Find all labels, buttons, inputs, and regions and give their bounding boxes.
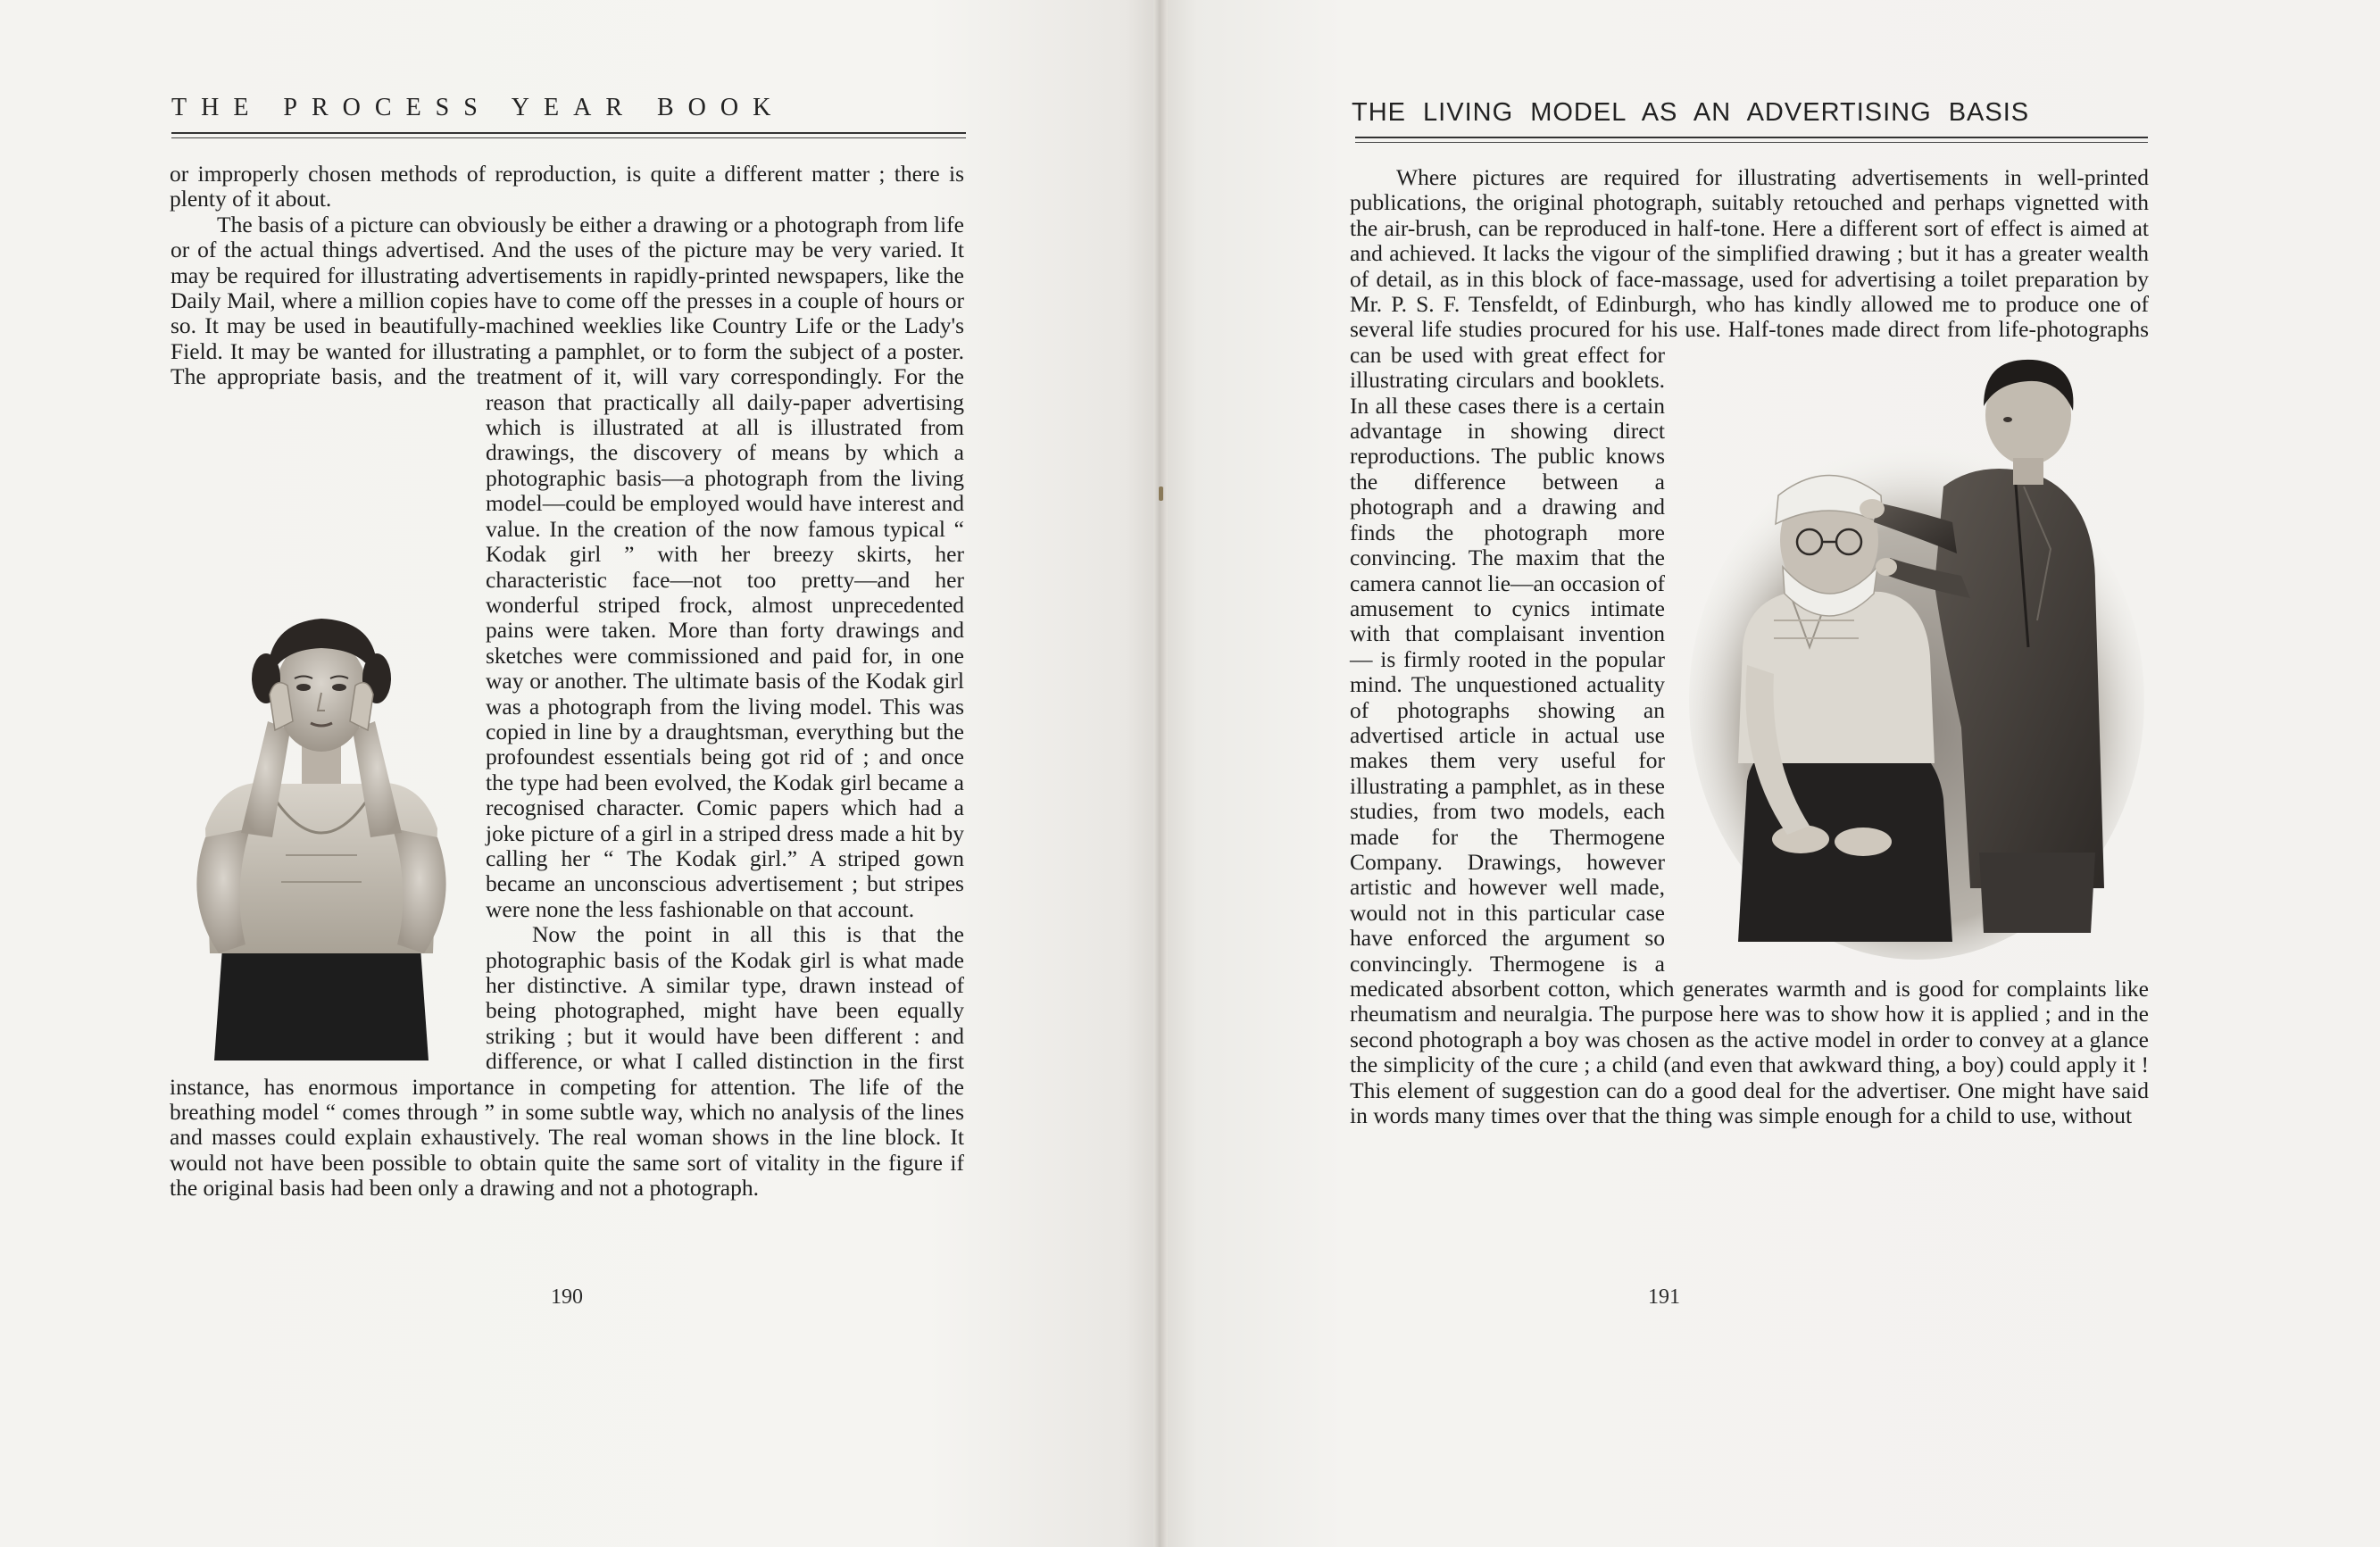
left-paragraph-2: The basis of a picture can obviously be either a drawing or a photograph from life or of the actual things advertised. And the uses of the picture may be very varied. It may be required for illustrating advertisements in rapidly-printed newspapers, like the Daily Mail, where a million copies have to come off the presses in a couple of hours or so. It may be used in beautifully-machined weeklies like Country Life or the Lady's Field. It may be wanted for illustrating a pamphlet, or to form the subject of a poster. The appropriate basis, and the treatment of it, will vary correspondingly. For the reason that practically all daily-paper advertising which is illustrated at all is illustrated from drawings, the discovery of means by which a photographic basis—a photograph from the living model—could be employed would have interest and value. In the creation of the now famous typical “ Kodak girl ” with her breezy skirts, her characteristic face—not too pretty—and her wonderful striped frock, almost unprecedented pains were taken. More than forty drawings and sketches were commissioned and paid for, in one way or another. The ultimate basis of the Kodak girl was a photograph from the living model. This was copied in line by a draughtsman, everything but the profoundest essentials being got rid of ; and once the type had been evolved, the Kodak girl became a recognised character. Comic papers which had a joke picture of a girl in a striped dress made a hit by calling her “ The Kodak girl.” A striped gown became an unconscious advertisement ; but stripes were none the less fashionable on that account. <box>171 211 964 922</box>
right-head-rule <box>1355 137 2148 138</box>
right-paragraph-1: Where pictures are required for illustrating advertisements in well-printed publications, the original photograph, suitably retouched and perhaps vignetted with the air-brush, can be reproduced in half-tone. Here a different sort of effect is aimed at and achieved. It lacks the vigour of the simplified drawing ; but it has a greater wealth of detail, as in this block of face-massage, used for advertising a toilet preparation by Mr. P. S. F. Tensfeldt, of Edinburgh, who has kindly allowed me to produce one of several life studies procured for his use. Half-tones made direct from life-photographs can be used with great effect for illustrating circulars and booklets. In all these cases there is a certain advantage in showing direct reproductions. The public knows the difference between a photograph and a drawing and finds the photograph more convincing. The maxim that the camera cannot lie—an occasion of amusement to cynics intimate with that complaisant invention — is firmly rooted in the popular mind. The unquestioned actuality of photographs showing an advertised article in actual use makes them very useful for illustrating a pamphlet, as in these studies, from two models, each made for the Thermogene Company. Drawings, however artistic and however well made, would not in this particular case have enforced the argument so convincingly. Thermogene is a medicated absorbent cotton, which generates warmth and is good for complaints like rheumatism and neuralgia. The purpose here was to show how it is applied ; and in the second photograph a boy was chosen as the active model in order to convey at a glance the simplicity of the cure ; a child (and even that awkward thing, a boy) could apply it ! This element of suggestion can do a good deal for the advertiser. One might have said in words many times over that the thing was simple enough for a child to use, without <box>1350 164 2149 1129</box>
left-folio: 190 <box>551 1285 583 1309</box>
right-head-rule-thin <box>1355 142 2148 143</box>
left-body-text <box>170 162 964 1202</box>
right-running-head: THE LIVING MODEL AS AN ADVERTISING BASIS <box>1352 98 2030 127</box>
right-folio: 191 <box>1648 1285 1680 1309</box>
book-gutter <box>1153 0 1168 1547</box>
left-head-rule <box>171 132 966 134</box>
binding-stitch <box>1159 487 1163 501</box>
left-paragraph-1: or improperly chosen methods of reproduction, is quite a different matter ; there is plenty of it about. <box>170 161 964 212</box>
left-head-rule-thin <box>171 137 966 138</box>
woman-face-massage-photo <box>170 596 473 1069</box>
right-body-text <box>1350 165 2149 1128</box>
right-page <box>1161 0 2380 1547</box>
left-page <box>0 0 1161 1547</box>
left-paragraph-3: Now the point in all this is that the photographic basis of the Kodak girl is what made her distinctive. A similar type, drawn instead of being photographed, might have been equally striking ; but it would have been different : and difference, or what I called distinction in the first instance, has enormous importance in competing for attention. The life of the breathing model “ comes through ” in some subtle way, which no analysis of the lines and masses could explain exhaustively. The real woman shows in the line block. It would not have been possible to obtain quite the same sort of vitality in the figure if the original basis had been only a drawing and not a photograph. <box>170 921 964 1202</box>
left-running-head: THE PROCESS YEAR BOOK <box>171 94 786 121</box>
boy-applying-bandage-photo <box>1676 353 2149 960</box>
